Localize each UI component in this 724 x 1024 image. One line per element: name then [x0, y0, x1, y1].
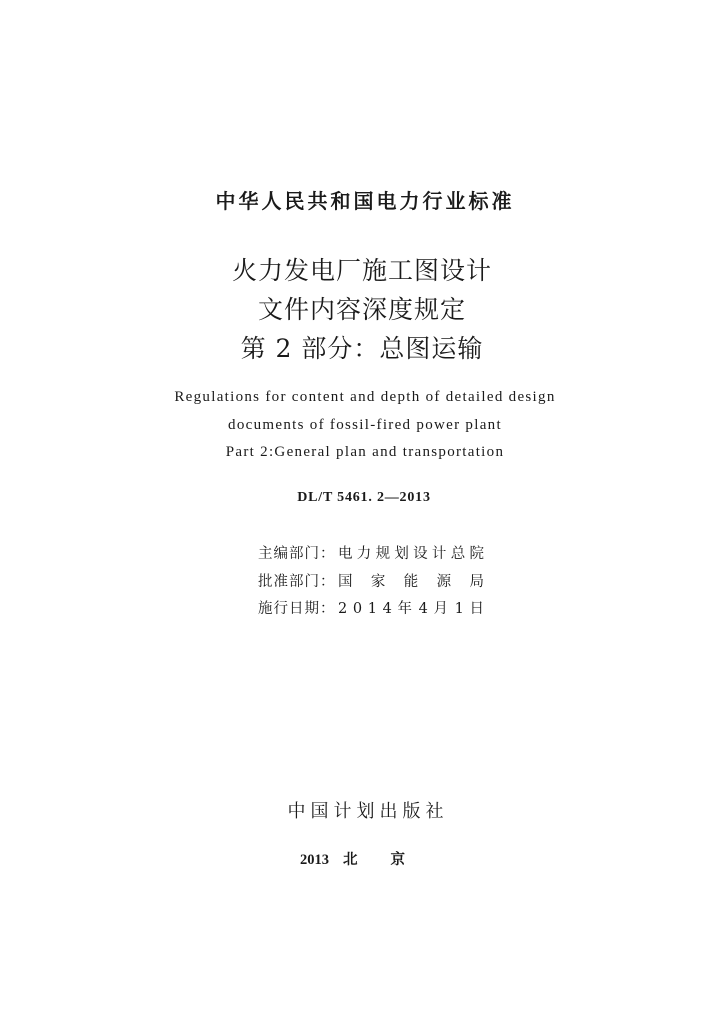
detail-row-effective-date	[258, 596, 498, 624]
detail-value: 电力规划设计总院	[338, 546, 484, 562]
detail-label: 主编部门：	[258, 546, 336, 562]
standard-details	[258, 541, 498, 624]
publisher-name: 中国计划出版社	[287, 801, 449, 822]
imprint-year: 2013	[300, 852, 329, 868]
detail-value: 2 0 1 4 年 4 月 1 日	[338, 601, 484, 617]
detail-row-approver	[258, 569, 498, 597]
chinese-title-line: 文件内容深度规定	[257, 295, 466, 324]
english-title	[0, 384, 724, 467]
standard-code: DL/T 5461. 2—2013	[297, 490, 431, 505]
english-title-line: Regulations for content and depth of detailed design	[174, 389, 556, 405]
english-title-line: Part 2:General plan and transportation	[225, 444, 505, 460]
english-title-line: documents of fossil-fired power plant	[228, 416, 502, 433]
imprint	[300, 850, 405, 870]
detail-row-editor	[258, 541, 498, 569]
chinese-title-line: 第 2 部分：总图运输	[240, 334, 484, 363]
chinese-title	[0, 251, 724, 368]
standard-category-heading: 中华人民共和国电力行业标准	[215, 189, 515, 213]
detail-value: 国 家 能 源 局	[338, 573, 484, 590]
chinese-title-line: 火力发电厂施工图设计	[231, 256, 492, 285]
detail-label: 施行日期：	[258, 601, 336, 617]
detail-label: 批准部门：	[258, 573, 336, 590]
imprint-city: 北 京	[343, 851, 406, 868]
